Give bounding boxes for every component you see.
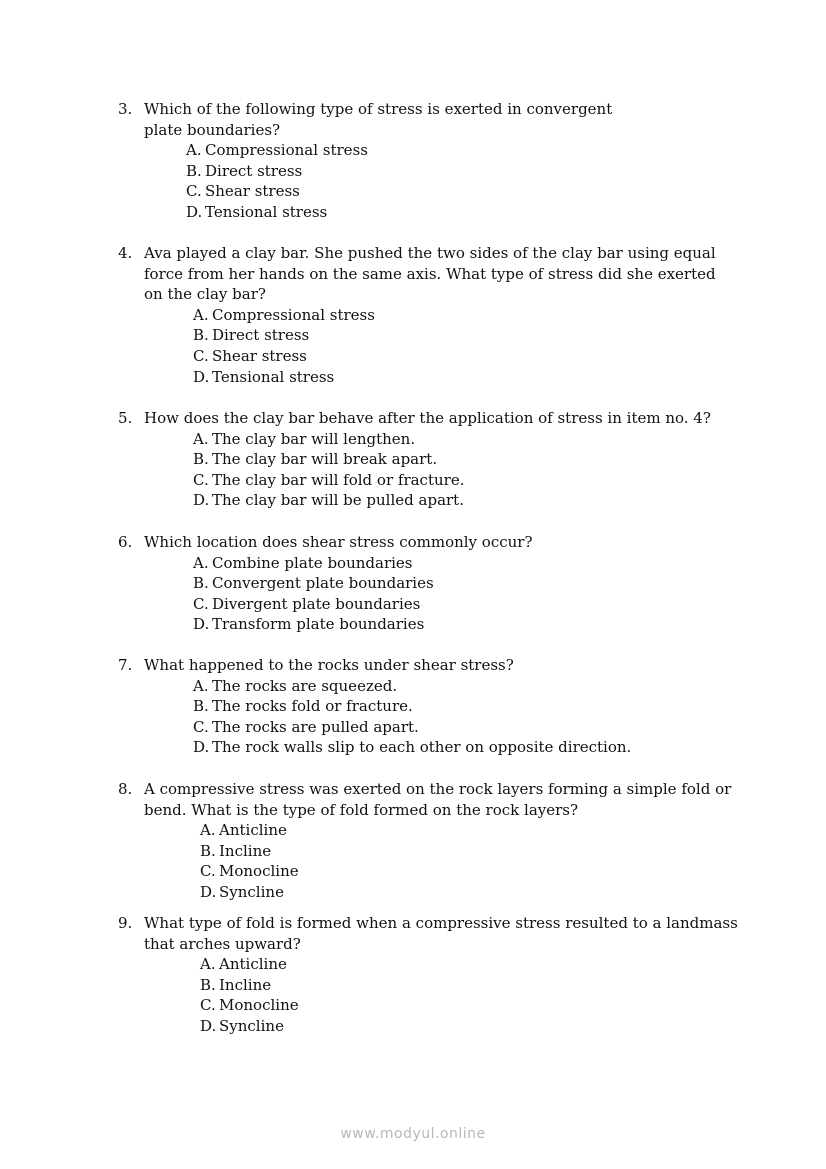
option-letter: B. xyxy=(200,841,216,860)
watermark: www.modyul.online xyxy=(340,1126,486,1142)
option-text: The rocks are squeezed. xyxy=(212,676,398,695)
option-a xyxy=(200,954,738,975)
option-list xyxy=(193,553,738,635)
option-list xyxy=(193,429,738,511)
option-text: The clay bar will lengthen. xyxy=(212,429,416,448)
option-text: Anticline xyxy=(219,955,287,974)
option-letter: B. xyxy=(193,326,209,345)
option-letter: A. xyxy=(193,676,209,695)
option-letter: A. xyxy=(200,821,216,840)
option-letter: D. xyxy=(200,1016,217,1035)
option-b xyxy=(193,573,738,594)
option-b xyxy=(200,975,738,996)
option-letter: D. xyxy=(193,491,210,510)
option-text: The clay bar will be pulled apart. xyxy=(212,491,464,510)
option-c xyxy=(193,717,738,738)
option-a xyxy=(193,553,738,574)
question-6 xyxy=(118,532,738,635)
option-text: Convergent plate boundaries xyxy=(212,574,434,593)
option-a xyxy=(200,820,738,841)
option-text: Monocline xyxy=(219,996,299,1015)
option-d xyxy=(193,614,738,635)
option-text: Tensional stress xyxy=(212,367,335,386)
option-text: Direct stress xyxy=(212,326,310,345)
question-4 xyxy=(118,243,738,387)
question-text: Ava played a clay bar. She pushed the two sides of the clay bar using equal force from her hands on the same axis. What type of stress did she exerted on the clay bar? xyxy=(144,244,716,304)
option-letter: B. xyxy=(193,697,209,716)
question-number: 3. xyxy=(118,100,133,118)
option-list xyxy=(193,676,738,758)
option-letter: A. xyxy=(186,141,202,160)
option-letter: C. xyxy=(193,594,209,613)
option-b xyxy=(186,161,738,182)
option-d xyxy=(193,367,738,388)
question-number: 6. xyxy=(118,533,133,551)
option-text: The clay bar will fold or fracture. xyxy=(212,470,465,489)
option-c xyxy=(186,181,738,202)
option-letter: C. xyxy=(200,862,216,881)
option-text: Compressional stress xyxy=(205,141,368,160)
question-3 xyxy=(118,99,738,223)
option-c xyxy=(193,346,738,367)
option-text: Transform plate boundaries xyxy=(212,615,425,634)
option-list xyxy=(193,305,738,387)
option-text: Anticline xyxy=(219,821,287,840)
question-text: What happened to the rocks under shear stress? xyxy=(144,656,514,674)
option-letter: A. xyxy=(193,429,209,448)
option-list xyxy=(200,820,738,902)
option-d xyxy=(193,490,738,511)
question-text: A compressive stress was exerted on the rock layers forming a simple fold or bend. What is the type of fold formed on the rock layers? xyxy=(144,780,732,819)
option-letter: C. xyxy=(186,182,202,201)
question-9 xyxy=(118,913,738,1037)
question-text: What type of fold is formed when a compressive stress resulted to a landmass that arches upward? xyxy=(144,914,738,953)
option-d xyxy=(200,882,738,903)
option-letter: D. xyxy=(193,738,210,757)
option-letter: B. xyxy=(200,975,216,994)
option-text: Direct stress xyxy=(205,161,303,180)
option-text: The rocks fold or fracture. xyxy=(212,697,413,716)
option-letter: C. xyxy=(193,717,209,736)
question-number: 4. xyxy=(118,244,133,262)
option-d xyxy=(186,202,738,223)
option-text: Shear stress xyxy=(205,182,300,201)
option-list xyxy=(200,954,738,1036)
option-d xyxy=(193,737,738,758)
option-letter: B. xyxy=(193,574,209,593)
option-list xyxy=(186,140,738,222)
option-c xyxy=(193,594,738,615)
question-number: 5. xyxy=(118,409,133,427)
option-b xyxy=(193,696,738,717)
option-text: Monocline xyxy=(219,862,299,881)
option-c xyxy=(200,861,738,882)
option-letter: B. xyxy=(186,161,202,180)
option-b xyxy=(193,449,738,470)
option-letter: D. xyxy=(193,367,210,386)
option-letter: C. xyxy=(193,346,209,365)
option-a xyxy=(186,140,738,161)
option-letter: C. xyxy=(200,996,216,1015)
option-letter: A. xyxy=(193,305,209,324)
question-number: 8. xyxy=(118,780,133,798)
option-text: The clay bar will break apart. xyxy=(212,450,438,469)
question-5 xyxy=(118,408,738,511)
question-number: 7. xyxy=(118,656,133,674)
option-c xyxy=(200,995,738,1016)
option-letter: A. xyxy=(200,955,216,974)
option-letter: C. xyxy=(193,470,209,489)
question-text: Which of the following type of stress is exerted in convergent plate boundaries? xyxy=(144,100,613,139)
option-b xyxy=(200,841,738,862)
option-text: Incline xyxy=(219,975,272,994)
question-7 xyxy=(118,655,738,758)
option-text: Syncline xyxy=(219,1016,284,1035)
option-letter: B. xyxy=(193,450,209,469)
option-text: Syncline xyxy=(219,882,284,901)
option-d xyxy=(200,1016,738,1037)
option-a xyxy=(193,429,738,450)
option-text: Tensional stress xyxy=(205,202,328,221)
question-8 xyxy=(118,779,738,903)
option-text: The rock walls slip to each other on opposite direction. xyxy=(212,738,632,757)
question-number: 9. xyxy=(118,914,133,932)
option-b xyxy=(193,325,738,346)
option-text: Incline xyxy=(219,841,272,860)
option-text: Compressional stress xyxy=(212,305,375,324)
option-a xyxy=(193,305,738,326)
question-text: How does the clay bar behave after the application of stress in item no. 4? xyxy=(144,409,711,427)
option-text: The rocks are pulled apart. xyxy=(212,717,419,736)
question-text: Which location does shear stress commonly occur? xyxy=(144,533,533,551)
option-letter: D. xyxy=(193,615,210,634)
option-a xyxy=(193,676,738,697)
option-letter: D. xyxy=(200,882,217,901)
option-letter: D. xyxy=(186,202,203,221)
option-letter: A. xyxy=(193,553,209,572)
option-text: Shear stress xyxy=(212,346,307,365)
option-text: Divergent plate boundaries xyxy=(212,594,421,613)
option-text: Combine plate boundaries xyxy=(212,553,413,572)
option-c xyxy=(193,470,738,491)
